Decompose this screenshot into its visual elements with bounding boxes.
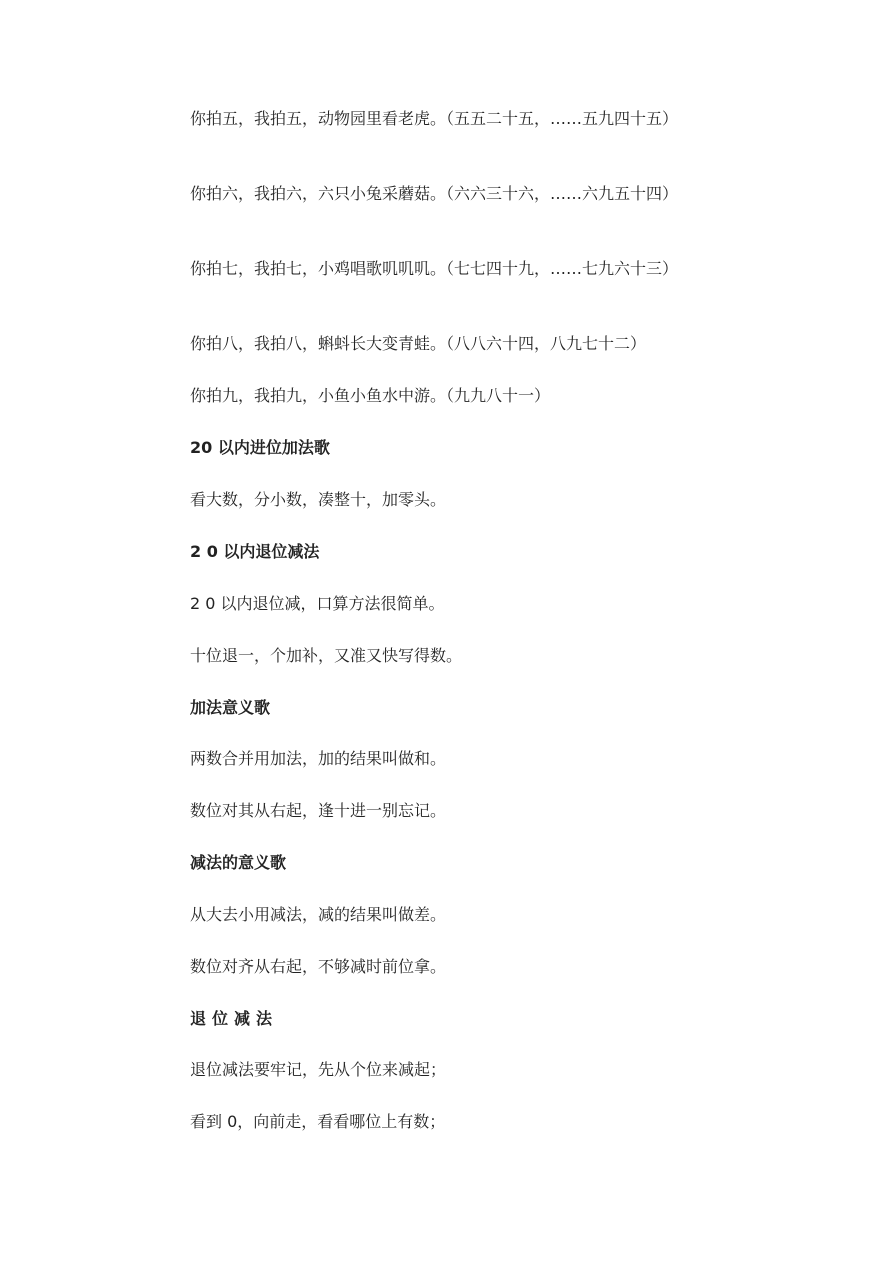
section-title-jianfa-yiyi: 减法的意义歌 bbox=[190, 853, 287, 872]
section-line: 从大去小用减法，减的结果叫做差。 bbox=[190, 905, 447, 924]
paragraph-pai-qi: 你拍七，我拍七，小鸡唱歌叽叽叽。（七七四十九，……七九六十三） bbox=[190, 259, 679, 278]
section-line: 数位对其从右起，逢十进一别忘记。 bbox=[190, 801, 447, 820]
section-line: 退位减法要牢记，先从个位来减起； bbox=[190, 1060, 447, 1079]
section-title-jiafa-yiyi: 加法意义歌 bbox=[190, 698, 271, 717]
paragraph-pai-liu: 你拍六，我拍六，六只小兔采蘑菇。（六六三十六，……六九五十四） bbox=[190, 184, 679, 203]
section-line: 数位对齐从右起，不够减时前位拿。 bbox=[190, 957, 447, 976]
section-line: 2 0 以内退位减，口算方法很简单。 bbox=[190, 594, 445, 613]
section-line: 两数合并用加法，加的结果叫做和。 bbox=[190, 749, 447, 768]
section-title-tuiwei: 退位减法 bbox=[190, 1009, 279, 1028]
section-line: 十位退一，个加补，又准又快写得数。 bbox=[190, 646, 463, 665]
section-line: 看大数，分小数，凑整十，加零头。 bbox=[190, 490, 447, 509]
paragraph-pai-wu: 你拍五，我拍五，动物园里看老虎。（五五二十五，……五九四十五） bbox=[190, 109, 679, 128]
section-title-tuiwei-jianfa: 2 0 以内退位减法 bbox=[190, 542, 320, 561]
paragraph-pai-jiu: 你拍九，我拍九，小鱼小鱼水中游。（九九八十一） bbox=[190, 386, 551, 405]
paragraph-pai-ba: 你拍八，我拍八，蝌蚪长大变青蛙。（八八六十四，八九七十二） bbox=[190, 334, 647, 353]
section-line: 看到 0，向前走，看看哪位上有数； bbox=[190, 1112, 446, 1131]
section-title-jinwei-jiafa: 20 以内进位加法歌 bbox=[190, 438, 330, 457]
